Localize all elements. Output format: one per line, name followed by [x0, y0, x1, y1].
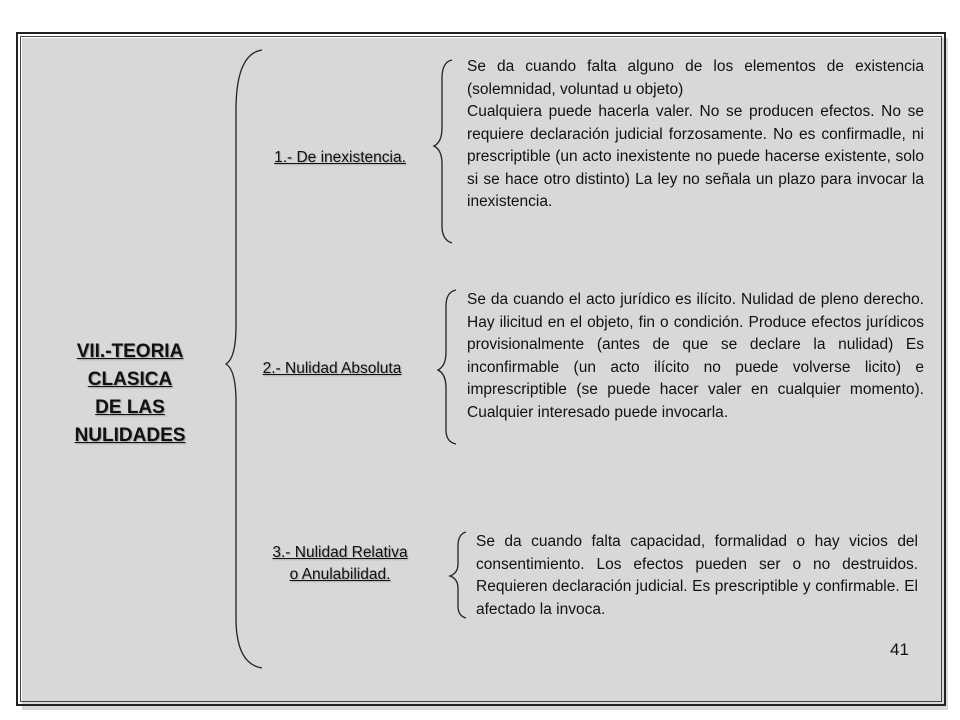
description-nulidad-relativa — [476, 531, 918, 621]
description-paragraph: Se da cuando falta alguno de los elementos de existencia (solemnidad, voluntad u objeto) — [467, 58, 924, 98]
description-nulidad-absoluta — [467, 289, 924, 424]
item-label-line: o Anulabilidad. — [289, 566, 391, 583]
page-number: 41 — [890, 640, 909, 659]
brace-item-3 — [450, 532, 466, 618]
title-line: VII.-TEORIA — [76, 341, 184, 362]
brace-item-1 — [434, 60, 452, 243]
item-label-line: 3.- Nulidad Relativa — [272, 544, 408, 561]
description-paragraph: Cualquiera puede hacerla valer. No se producen efectos. No se requiere declaración judicial forzosamente. No es confirmadle, ni prescriptible (un acto inexistente no puede hacerse existente, solo si se hace otro distinto) La ley no señala un plazo para invocar la inexistencia. — [467, 103, 924, 210]
description-paragraph: Se da cuando falta capacidad, formalidad o hay vicios del consentimiento. Los efectos pueden ser o no destruidos. Requieren declaración judicial. Es prescriptible y confirmable. El afectado la invoca. — [476, 533, 918, 618]
item-label-suffix: . — [401, 149, 406, 166]
title-line: NULIDADES — [74, 425, 186, 446]
description-inexistencia — [467, 56, 924, 214]
title-line: CLASICA — [87, 369, 173, 390]
brace-item-2 — [438, 290, 456, 444]
diagram-title — [50, 338, 210, 450]
description-paragraph: Se da cuando el acto jurídico es ilícito. Nulidad de pleno derecho. Hay ilicitud en el objeto, fin o condición. Produce efectos jurídicos provisionalmente (antes de que se declare la nulidad) Es inconfirmable (un acto ilícito no puede volverse licito) e imprescriptible (se puede hacer valer en cualquier momento). Cualquier interesado puede invocarla. — [467, 291, 924, 421]
item-label-text: 1.- De inexistencia — [274, 149, 402, 166]
title-line: DE LAS — [95, 397, 165, 418]
item-nulidad-relativa-label — [250, 542, 430, 586]
item-inexistencia-label — [250, 149, 430, 167]
item-nulidad-absoluta-label: 2.- Nulidad Absoluta — [262, 360, 402, 377]
